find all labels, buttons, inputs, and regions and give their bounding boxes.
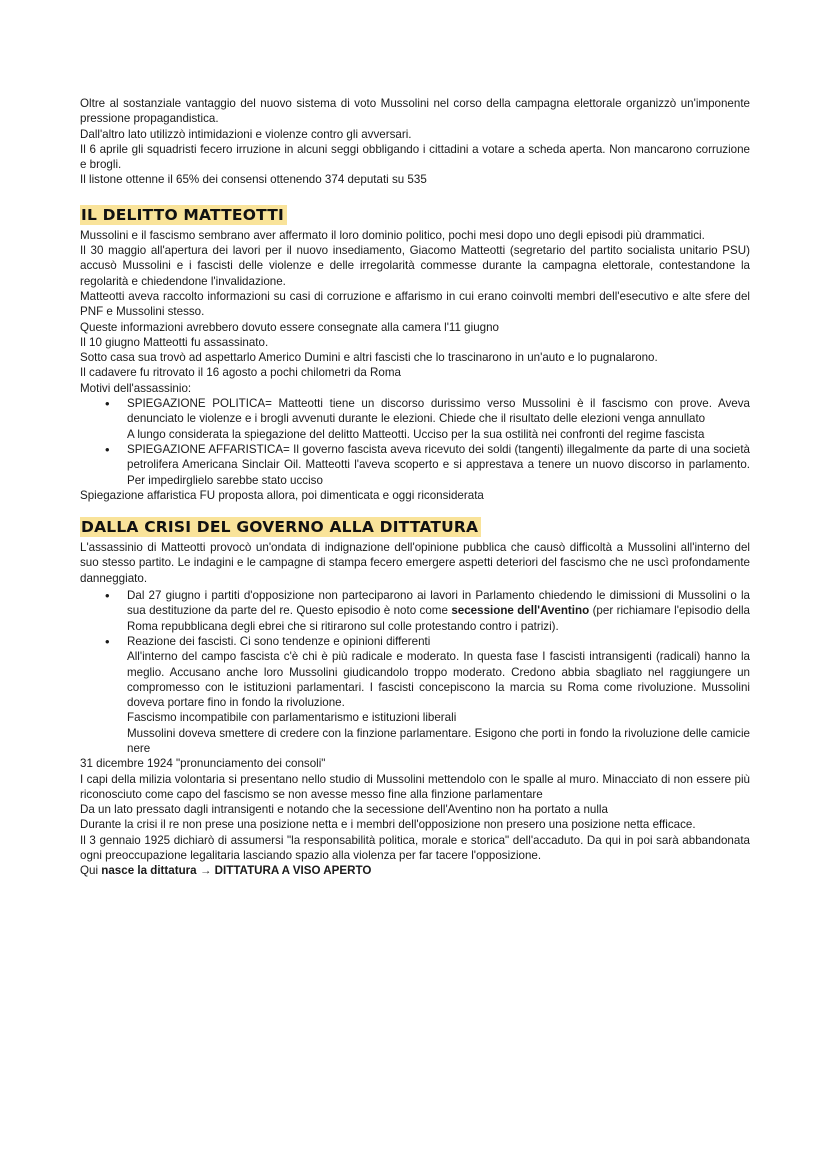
motives-list	[80, 396, 750, 488]
body-paragraph: Da un lato pressato dagli intransigenti e notando che la secessione dell'Aventino non ha portato a nulla	[80, 803, 608, 817]
bullet-text: (per richiamare l'episodio della Roma repubblicana degli ebrei che si ritirarono sul colle protestando contro i patrizi).	[127, 604, 750, 633]
body-paragraph: Queste informazioni avrebbero dovuto essere consegnate alla camera l'11 giugno	[80, 320, 499, 334]
sub-paragraph: All'interno del campo fascista c'è chi è più radicale e moderato. In questa fase I fascisti intransigenti (radicali) hanno la meglio. Accusano anche loro Mussolini giudicandolo troppo moderato. Credono abbia sbagliato nel raggiungere un compromesso con le istituzioni parlamentari. I fascisti concepiscono la marcia su Roma come rivoluzione. Mussolini doveva portare fino in fondo la rivoluzione.	[127, 650, 750, 710]
bullet-text: Dal 27 giugno i partiti d'opposizione non parteciparono ai lavori in Parlamento chiedendo le dimissioni di Mussolini o la sua destituzione da parte del re. Questo episodio è noto come	[127, 589, 750, 618]
list-item	[80, 396, 750, 442]
intro-paragraph: Oltre al sostanziale vantaggio del nuovo sistema di voto Mussolini nel corso della campagna elettorale organizzò un'imponente pressione propagandistica.	[80, 97, 750, 126]
body-paragraph: I capi della milizia volontaria si presentano nello studio di Mussolini mettendolo con le spalle al muro. Minacciato di non essere più riconosciuto come capo del fascismo se non avesse messo fine alla finzione parlamentare	[80, 772, 750, 801]
intro-paragraph: Dall'altro lato utilizzò intimidazioni e violenze contro gli avversari.	[80, 127, 412, 141]
final-paragraph	[80, 863, 750, 878]
sub-paragraph: Mussolini doveva smettere di credere con la finzione parlamentare. Esigono che porti in fondo la rivoluzione delle camicie nere	[127, 726, 750, 755]
document-page	[80, 96, 750, 879]
body-paragraph: Mussolini e il fascismo sembrano aver affermato il loro dominio politico, pochi mesi dopo uno degli episodi più drammatici.	[80, 228, 705, 242]
body-paragraph: Il 3 gennaio 1925 dichiarò di assumersi "la responsabilità politica, morale e storica" dell'accaduto. Da qui in poi sarà abbandonata ogni preoccupazione legalitaria lasciando spazio alla violenza per far tacere l'opposizione.	[80, 833, 750, 863]
list-item	[80, 442, 750, 488]
body-paragraph: Il cadavere fu ritrovato il 16 agosto a pochi chilometri da Roma	[80, 366, 401, 380]
final-prefix: Qui	[80, 864, 102, 878]
body-paragraph: Motivi dell'assassinio:	[80, 381, 192, 395]
body-paragraph: Il 10 giugno Matteotti fu assassinato.	[80, 335, 269, 349]
bullet-text: Reazione dei fascisti. Ci sono tendenze e opinioni differenti	[127, 634, 431, 648]
list-item	[80, 588, 750, 634]
sub-paragraph: Fascismo incompatibile con parlamentarismo e istituzioni liberali	[127, 711, 457, 725]
body-paragraph: Sotto casa sua trovò ad aspettarlo Americo Dumini e altri fascisti che lo trascinarono in un'auto e lo pugnalarono.	[80, 351, 658, 365]
list-item	[80, 634, 750, 649]
bullet-extra: A lungo considerata la spiegazione del delitto Matteotti. Ucciso per la sua ostilità nei confronti del regime fascista	[127, 427, 705, 441]
aventino-term: secessione dell'Aventino	[451, 604, 590, 618]
body-paragraph: Durante la crisi il re non prese una posizione netta e i membri dell'opposizione non presero una posizione netta efficace.	[80, 818, 696, 832]
bullet-text: SPIEGAZIONE AFFARISTICA= Il governo fascista aveva ricevuto dei soldi (tangenti) illegalmente da parte di una società petrolifera Americana Sinclair Oil. Matteotti l'aveva scoperto e si apprestava a tenere un nuovo discorso in parlamento. Per impedirglielo sarebbe stato ucciso	[127, 442, 750, 487]
final-bold: nasce la dittatura → DITTATURA A VISO APERTO	[101, 864, 372, 878]
body-paragraph: Il 30 maggio all'apertura dei lavori per il nuovo insediamento, Giacomo Matteotti (segretario del partito socialista unitario PSU) accusò Mussolini e i fascisti delle violenze e delle irregolarità commesse durante la campagna elettorale, contestandone la regolarità e chiedendone l'invalidazione.	[80, 244, 750, 288]
intro-paragraph: Il listone ottenne il 65% dei consensi ottenendo 374 deputati su 535	[80, 173, 427, 187]
body-paragraph: Matteotti aveva raccolto informazioni su casi di corruzione e affarismo in cui erano coinvolti membri dell'esecutivo e alte sfere del PNF e Mussolini stesso.	[80, 289, 750, 319]
body-paragraph: L'assassinio di Matteotti provocò un'ondata di indignazione dell'opinione pubblica che causò difficoltà a Mussolini all'interno del suo stesso partito. Le indagini e le campagne di stampa fecero emergere aspetti deteriori del fascismo che ne uscì profondamente danneggiato.	[80, 541, 750, 585]
section-heading-delitto-matteotti: IL DELITTO MATTEOTTI	[80, 205, 287, 225]
section-heading-crisi-governo: DALLA CRISI DEL GOVERNO ALLA DITTATURA	[80, 517, 481, 537]
closing-paragraph: Spiegazione affaristica FU proposta allora, poi dimenticata e oggi riconsiderata	[80, 488, 484, 502]
crisis-list	[80, 588, 750, 649]
intro-paragraph: Il 6 aprile gli squadristi fecero irruzione in alcuni seggi obbligando i cittadini a votare a scheda aperta. Non mancarono corruzione e brogli.	[80, 142, 750, 172]
bullet-text: SPIEGAZIONE POLITICA= Matteotti tiene un discorso durissimo verso Mussolini è il fascismo con prove. Aveva denunciato le violenze e i brogli avvenuti durante le elezioni. Chiede che il risultato delle elezioni venga annullato	[127, 397, 750, 426]
body-paragraph: 31 dicembre 1924 "pronunciamento dei consoli"	[80, 757, 326, 771]
